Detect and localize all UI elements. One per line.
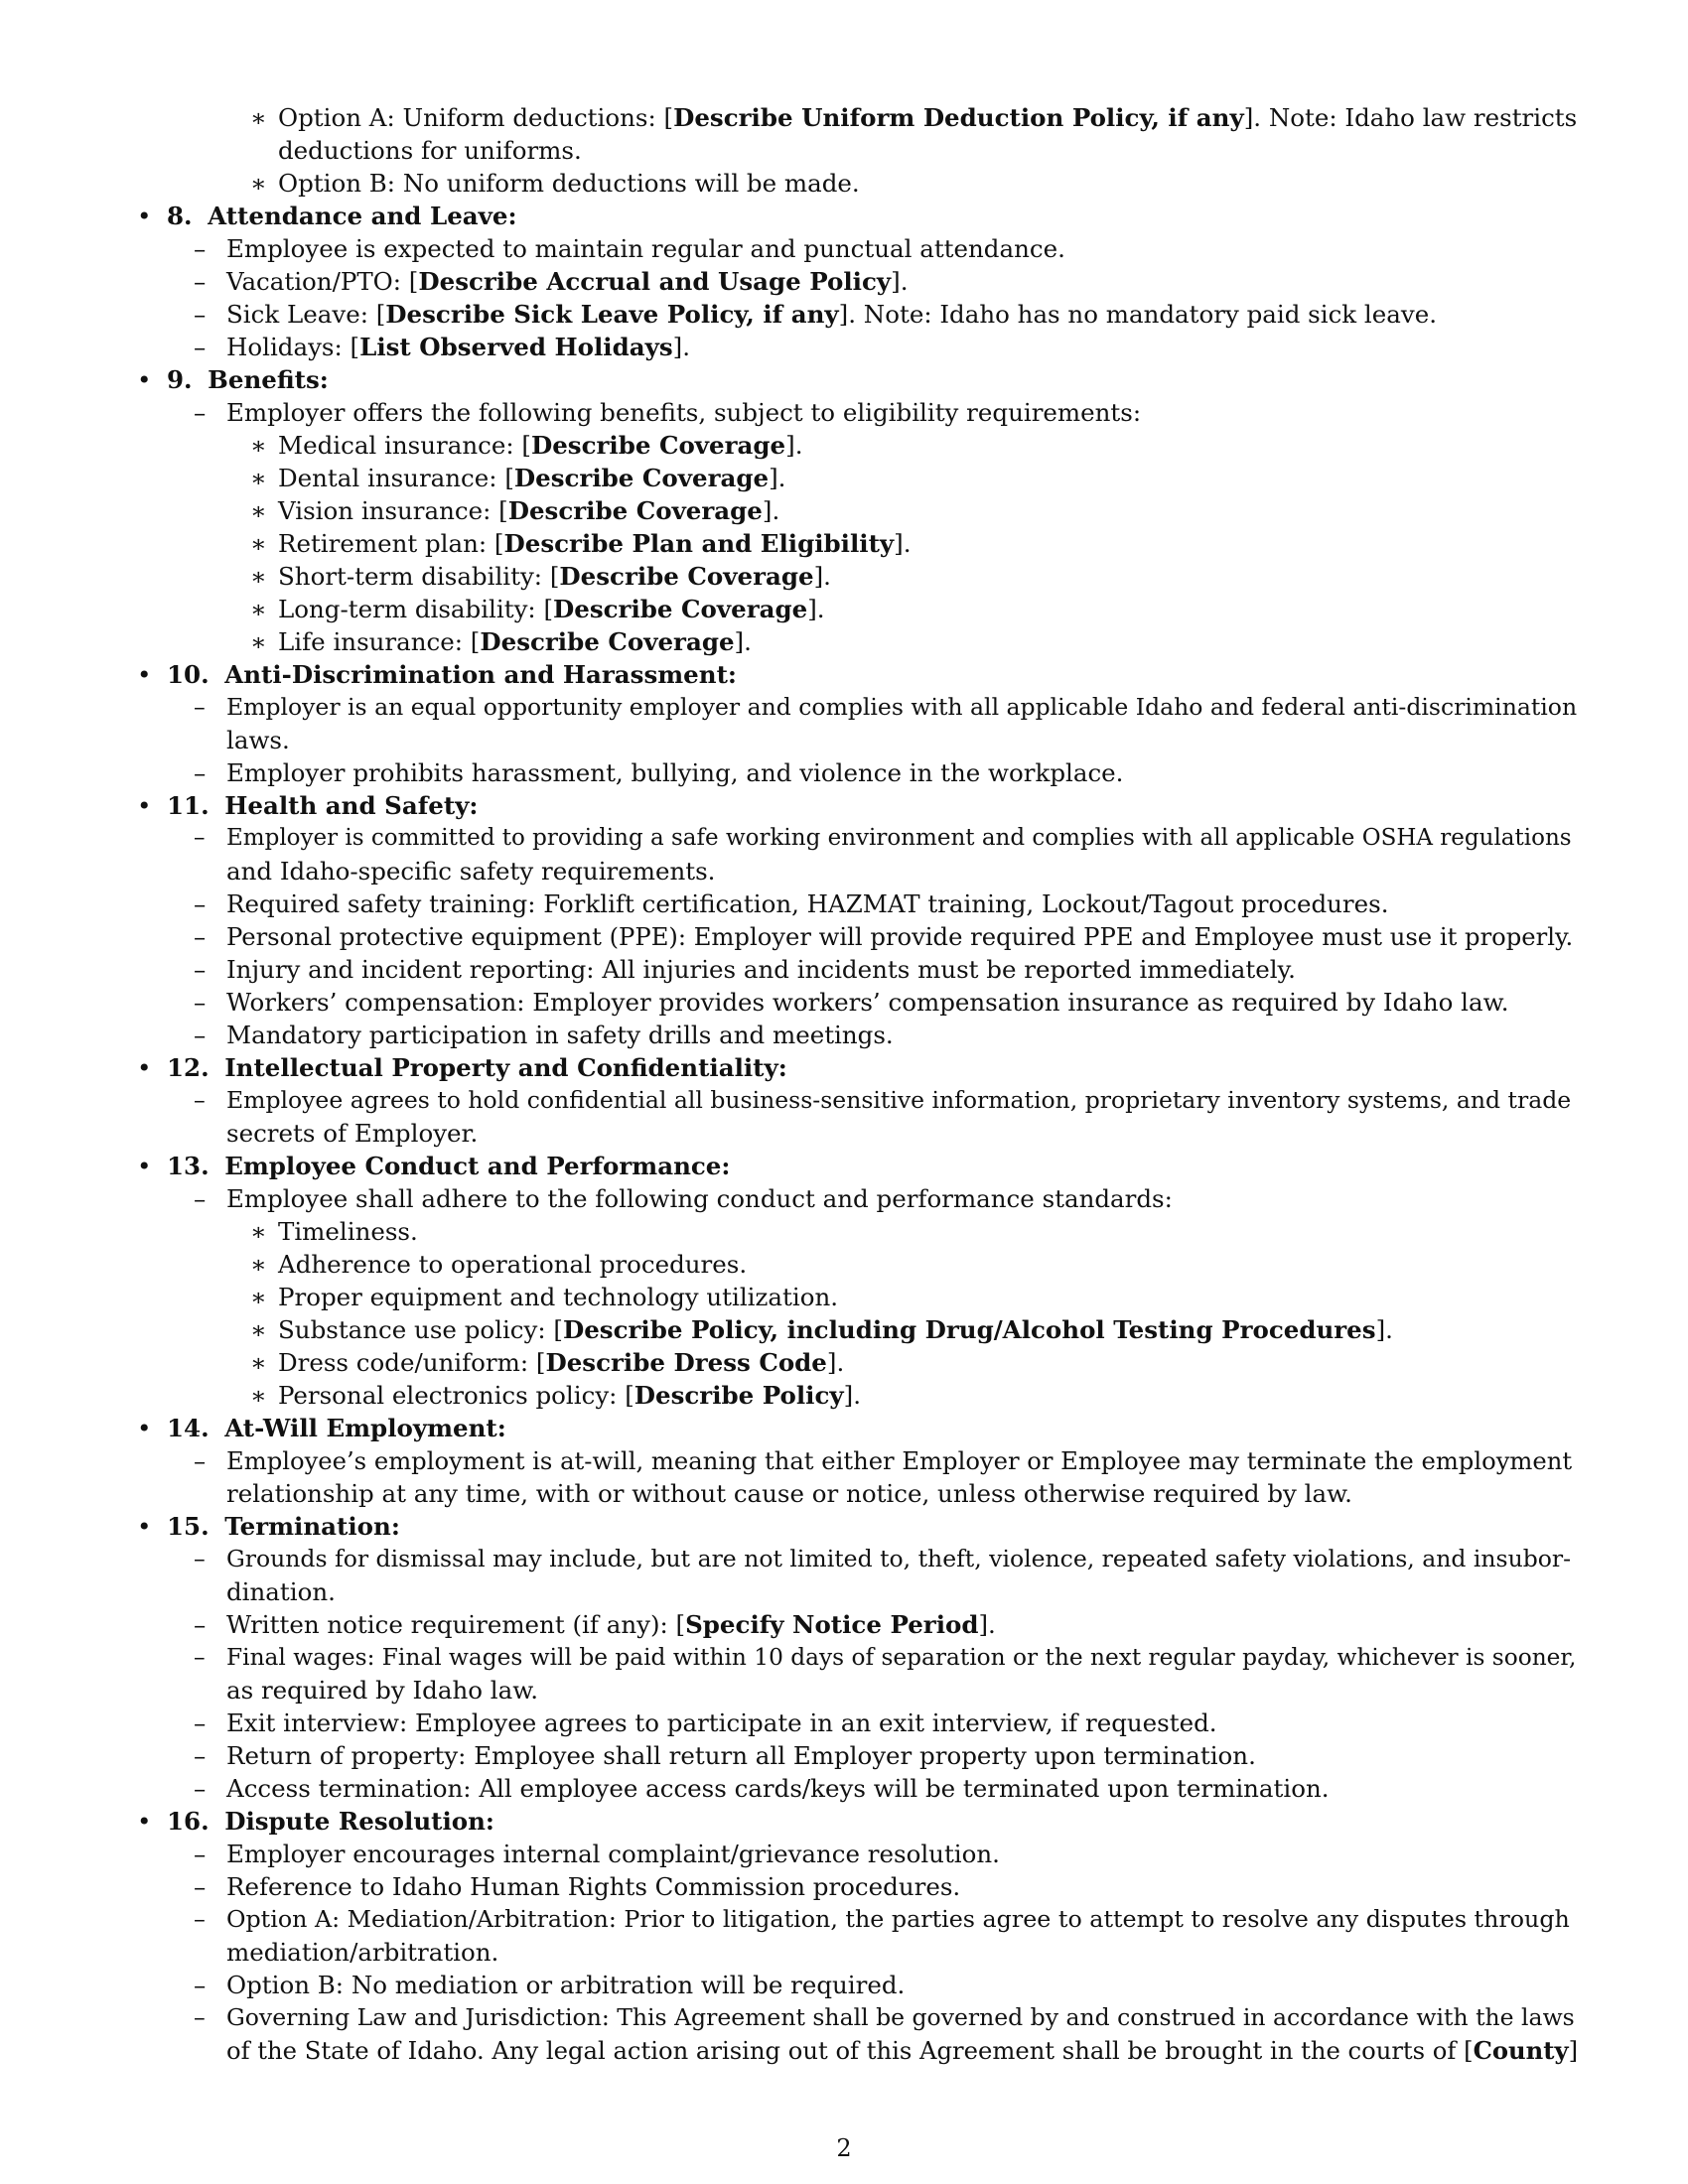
list-item: – Option A: Mediation/Arbitration: Prior to litigation, the parties agree to attempt to resolve any disputes through bbox=[194, 1905, 1570, 1933]
list-item: – Employer offers the following benefits, subject to eligibility requirements: bbox=[194, 398, 1142, 427]
list-item: – Employee agrees to hold confidential all business-sensitive information, proprietary inventory systems, and trade bbox=[194, 1086, 1572, 1114]
list-item: – Written notice requirement (if any): [Specify Notice Period]. bbox=[194, 1610, 996, 1639]
benefit-item: ∗ Short-term disability: [Describe Coverage]. bbox=[250, 562, 831, 591]
list-item: – Employee shall adhere to the following conduct and performance standards: bbox=[194, 1184, 1173, 1213]
list-item: – Required safety training: Forklift certification, HAZMAT training, Lockout/Tagout procedures. bbox=[194, 889, 1389, 918]
list-item-cont: of the State of Idaho. Any legal action arising out of this Agreement shall be brought in the courts of [County] bbox=[226, 2036, 1579, 2065]
benefit-item: ∗ Vision insurance: [Describe Coverage]. bbox=[250, 496, 780, 525]
section-heading: • 16. Dispute Resolution: bbox=[137, 1807, 494, 1836]
list-item-cont: secrets of Employer. bbox=[226, 1119, 479, 1148]
section-heading: • 10. Anti-Discrimination and Harassment: bbox=[137, 660, 737, 689]
list-item: – Employee is expected to maintain regular and punctual attendance. bbox=[194, 234, 1065, 263]
list-item: – Employer prohibits harassment, bullying, and violence in the workplace. bbox=[194, 758, 1124, 787]
section-heading: • 14. At-Will Employment: bbox=[137, 1414, 506, 1442]
list-item: – Sick Leave: [Describe Sick Leave Policy, if any]. Note: Idaho has no mandatory paid sick leave. bbox=[194, 300, 1438, 329]
benefit-item: ∗ Long-term disability: [Describe Coverage]. bbox=[250, 595, 825, 623]
list-item: – Personal protective equipment (PPE): Employer will provide required PPE and Employee must use it properly. bbox=[194, 922, 1574, 951]
list-item-cont: dination. bbox=[226, 1577, 336, 1606]
conduct-item: ∗ Proper equipment and technology utilization. bbox=[250, 1283, 839, 1311]
list-item: – Employer encourages internal complaint/grievance resolution. bbox=[194, 1840, 1000, 1868]
section-heading: • 11. Health and Safety: bbox=[137, 791, 479, 820]
conduct-item: ∗ Personal electronics policy: [Describe Policy]. bbox=[250, 1381, 862, 1410]
uniform-option-b: ∗ Option B: No uniform deductions will be made. bbox=[250, 169, 860, 198]
uniform-option-a: ∗ Option A: Uniform deductions: [Describe Uniform Deduction Policy, if any]. Note: Idaho law restricts bbox=[250, 103, 1578, 132]
list-item: – Final wages: Final wages will be paid within 10 days of separation or the next regular payday, whichever is sooner, bbox=[194, 1644, 1577, 1671]
list-item-cont: relationship at any time, with or without cause or notice, unless otherwise required by law. bbox=[226, 1479, 1352, 1508]
list-item: – Holidays: [List Observed Holidays]. bbox=[194, 333, 691, 361]
document-page bbox=[134, 101, 1579, 2067]
list-item-cont: laws. bbox=[226, 726, 290, 754]
list-item: – Employer is an equal opportunity employer and complies with all applicable Idaho and federal anti-discrimination bbox=[194, 693, 1578, 721]
benefit-item: ∗ Life insurance: [Describe Coverage]. bbox=[250, 627, 752, 656]
list-item: – Workers’ compensation: Employer provides workers’ compensation insurance as required by Idaho law. bbox=[194, 988, 1509, 1017]
list-item-cont: and Idaho-specific safety requirements. bbox=[226, 857, 716, 886]
uniform-option-a-cont: deductions for uniforms. bbox=[278, 136, 582, 165]
section-heading: • 15. Termination: bbox=[137, 1512, 400, 1541]
section-heading: • 8. Attendance and Leave: bbox=[137, 202, 517, 230]
list-item: – Mandatory participation in safety drills and meetings. bbox=[194, 1021, 894, 1049]
list-item: – Return of property: Employee shall return all Employer property upon termination. bbox=[194, 1741, 1256, 1770]
benefit-item: ∗ Retirement plan: [Describe Plan and Eligibility]. bbox=[250, 529, 912, 558]
list-item: – Employee’s employment is at-will, meaning that either Employer or Employee may terminate the employment bbox=[194, 1446, 1573, 1475]
list-item: – Reference to Idaho Human Rights Commission procedures. bbox=[194, 1872, 961, 1901]
page-number: 2 bbox=[836, 2134, 852, 2162]
section-heading: • 12. Intellectual Property and Confidentiality: bbox=[137, 1053, 787, 1082]
section-heading: • 9. Benefits: bbox=[137, 365, 329, 394]
list-item: – Employer is committed to providing a safe working environment and complies with all applicable OSHA regulations bbox=[194, 825, 1572, 851]
list-item: – Access termination: All employee access cards/keys will be terminated upon termination. bbox=[194, 1774, 1330, 1803]
list-item-cont: mediation/arbitration. bbox=[226, 1938, 499, 1967]
list-item: – Grounds for dismissal may include, but are not limited to, theft, violence, repeated safety violations, and insubor- bbox=[194, 1545, 1572, 1572]
list-item: – Option B: No mediation or arbitration will be required. bbox=[194, 1971, 906, 1999]
list-item: – Governing Law and Jurisdiction: This Agreement shall be governed by and construed in accordance with the laws bbox=[194, 2003, 1575, 2031]
conduct-item: ∗ Dress code/uniform: [Describe Dress Code]. bbox=[250, 1348, 845, 1377]
section-heading: • 13. Employee Conduct and Performance: bbox=[137, 1152, 731, 1180]
conduct-item: ∗ Timeliness. bbox=[250, 1217, 418, 1246]
benefit-item: ∗ Medical insurance: [Describe Coverage]. bbox=[250, 431, 803, 460]
list-item: – Injury and incident reporting: All injuries and incidents must be reported immediately. bbox=[194, 955, 1296, 984]
list-item: – Vacation/PTO: [Describe Accrual and Usage Policy]. bbox=[194, 267, 909, 296]
benefit-item: ∗ Dental insurance: [Describe Coverage]. bbox=[250, 464, 786, 492]
conduct-item: ∗ Substance use policy: [Describe Policy, including Drug/Alcohol Testing Procedures]. bbox=[250, 1315, 1393, 1344]
conduct-item: ∗ Adherence to operational procedures. bbox=[250, 1250, 748, 1279]
list-item: – Exit interview: Employee agrees to participate in an exit interview, if requested. bbox=[194, 1708, 1217, 1737]
list-item-cont: as required by Idaho law. bbox=[226, 1676, 539, 1705]
